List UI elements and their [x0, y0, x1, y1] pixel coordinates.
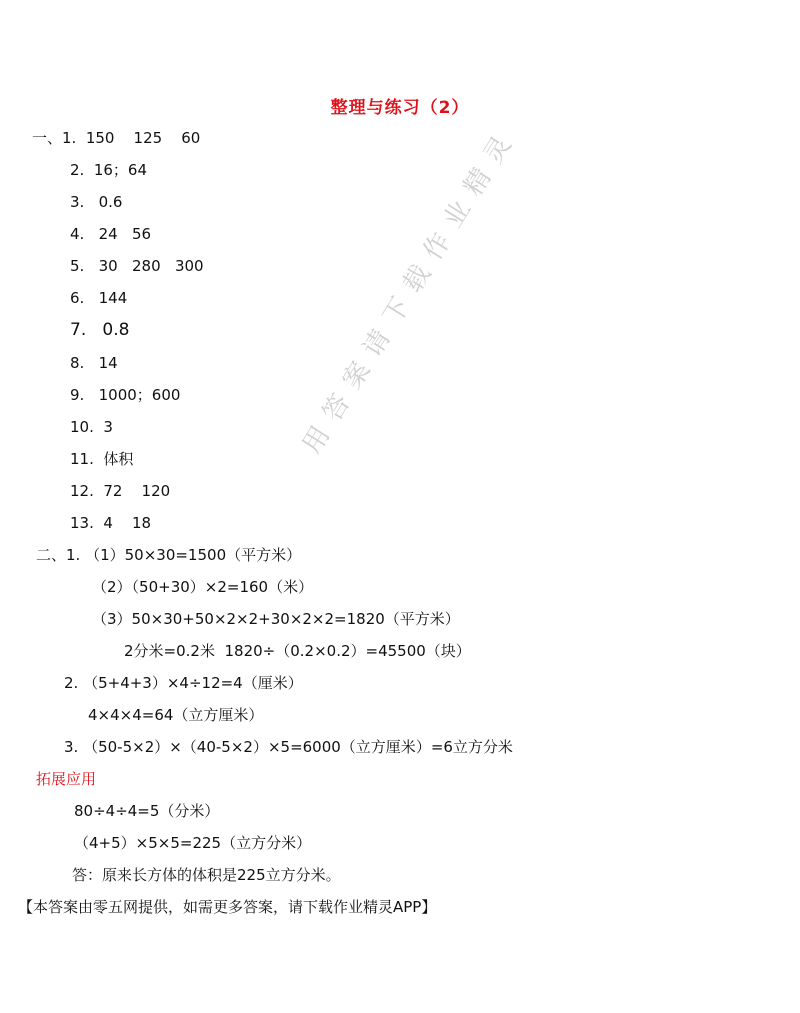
answer-line-2-1: 二、1. （1）50×30=1500（平方米） — [36, 546, 302, 564]
answer-line-2-4: 2分米=0.2米 1820÷（0.2×0.2）=45500（块） — [124, 642, 471, 660]
answer-line-1-11: 11. 体积 — [70, 450, 134, 468]
extension-answer: 答：原来长方体的体积是225立方分米。 — [72, 866, 341, 884]
answer-line-1-4: 4. 24 56 — [70, 225, 152, 243]
answer-line-1-2: 2. 16；64 — [70, 161, 148, 179]
extension-heading: 拓展应用 — [36, 770, 97, 788]
answer-line-1-12: 12. 72 120 — [70, 482, 171, 500]
answer-line-1-9: 9. 1000；600 — [70, 386, 181, 404]
footer-note: 【本答案由零五网提供，如需更多答案，请下载作业精灵APP】 — [18, 898, 437, 916]
watermark: 用答案请下载作业精灵 — [297, 120, 524, 460]
extension-line-2: （4+5）×5×5=225（立方分米） — [74, 834, 312, 852]
answer-line-2-7: 3. （50-5×2）×（40-5×2）×5=6000（立方厘米）=6立方分米 — [64, 738, 513, 756]
extension-line-1: 80÷4÷4=5（分米） — [74, 802, 220, 820]
answer-line-1-3: 3. 0.6 — [70, 193, 123, 211]
answer-line-1-10: 10. 3 — [70, 418, 113, 436]
answer-line-1-8: 8. 14 — [70, 354, 118, 372]
answer-line-1-13: 13. 4 18 — [70, 514, 152, 532]
page-title: 整理与练习（2） — [330, 98, 470, 118]
answer-line-2-5: 2. （5+4+3）×4÷12=4（厘米） — [64, 674, 303, 692]
answer-line-2-6: 4×4×4=64（立方厘米） — [88, 706, 264, 724]
answer-line-2-2: （2）（50+30）×2=160（米） — [92, 578, 314, 596]
answer-line-2-3: （3）50×30+50×2×2+30×2×2=1820（平方米） — [92, 610, 460, 628]
answer-line-1-6: 6. 144 — [70, 289, 128, 307]
answer-line-1-7: 7. 0.8 — [70, 320, 130, 340]
answer-line-1-5: 5. 30 280 300 — [70, 257, 204, 275]
answer-line-1-1: 一、1. 150 125 60 — [32, 129, 201, 147]
